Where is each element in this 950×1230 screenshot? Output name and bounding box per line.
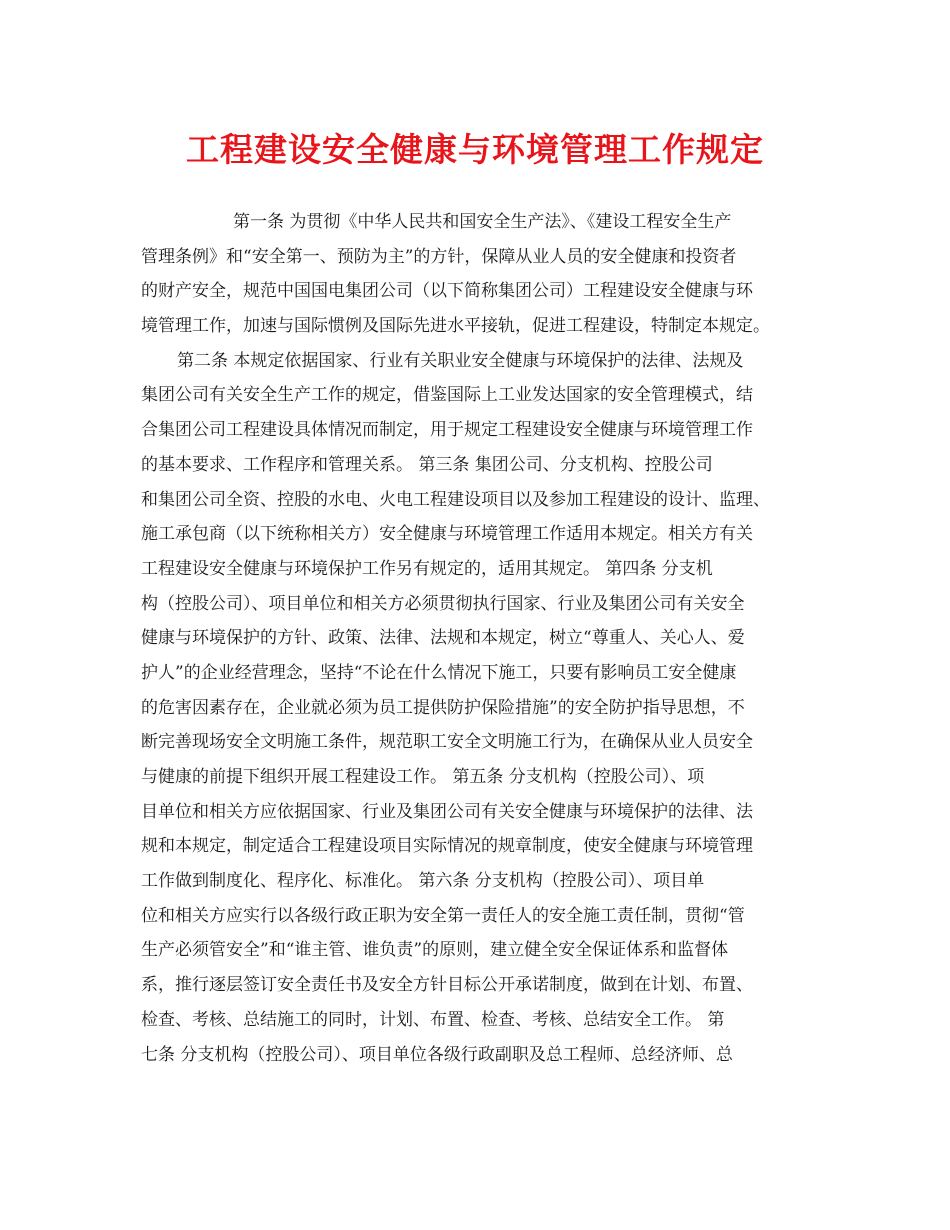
body-line: 生产必须管安全”和“谁主管、谁负责”的原则，建立健全安全保证体系和监督体 xyxy=(141,940,729,961)
body-line: 七条 分支机构（控股公司）、项目单位各级行政副职及总工程师、总经济师、总 xyxy=(141,1044,733,1065)
body-line: 护人”的企业经营理念，坚持“不论在什么情况下施工，只要有影响员工安全健康 xyxy=(141,662,737,683)
body-line: 规和本规定，制定适合工程建设项目实际情况的规章制度，使安全健康与环境管理 xyxy=(141,836,753,857)
body-line: 与健康的前提下组织开展工程建设工作。 第五条 分支机构（控股公司）、项 xyxy=(141,767,705,787)
document-body xyxy=(141,205,841,1072)
body-line: 的危害因素存在，企业就必须为员工提供防护保险措施”的安全防护指导思想，不 xyxy=(141,697,745,718)
body-line: 构（控股公司）、项目单位和相关方必须贯彻执行国家、行业及集团公司有关安全 xyxy=(141,593,745,614)
body-line: 管理条例》和“安全第一、预防为主”的方针，保障从业人员的安全健康和投资者 xyxy=(141,246,737,267)
body-line: 第二条 本规定依据国家、行业有关职业安全健康与环境保护的法律、法规及 xyxy=(177,350,744,371)
body-line: 集团公司有关安全生产工作的规定，借鉴国际上工业发达国家的安全管理模式，结 xyxy=(141,385,753,406)
body-line: 第一条 为贯彻《中华人民共和国安全生产法》、《建设工程安全生产 xyxy=(233,212,732,232)
body-line: 和集团公司全资、控股的水电、火电工程建设项目以及参加工程建设的设计、监理、 xyxy=(141,489,770,510)
body-line: 施工承包商（以下统称相关方）安全健康与环境管理工作适用本规定。相关方有关 xyxy=(141,524,753,545)
body-line: 目单位和相关方应依据国家、行业及集团公司有关安全健康与环境保护的法律、法 xyxy=(141,801,753,822)
body-line: 断完善现场安全文明施工条件，规范职工安全文明施工行为，在确保从业人员安全 xyxy=(141,732,753,753)
body-line: 的财产安全，规范中国国电集团公司（以下简称集团公司）工程建设安全健康与环 xyxy=(141,281,753,302)
body-line: 工作做到制度化、程序化、标准化。 第六条 分支机构（控股公司）、项目单 xyxy=(141,871,705,892)
body-line: 境管理工作，加速与国际惯例及国际先进水平接轨，促进工程建设，特制定本规定。 xyxy=(141,316,770,337)
body-line: 位和相关方应实行以各级行政正职为安全第一责任人的安全施工责任制，贯彻“管 xyxy=(141,905,745,926)
body-line: 健康与环境保护的方针、政策、法律、法规和本规定，树立“尊重人、关心人、爱 xyxy=(141,628,745,649)
body-line: 工程建设安全健康与环境保护工作另有规定的，适用其规定。 第四条 分支机 xyxy=(141,558,713,579)
body-line: 合集团公司工程建设具体情况而制定，用于规定工程建设安全健康与环境管理工作 xyxy=(141,420,753,441)
body-line: 检查、考核、总结施工的同时，计划、布置、检查、考核、总结安全工作。 第 xyxy=(141,1009,725,1030)
body-line: 系，推行逐层签订安全责任书及安全方针目标公开承诺制度，做到在计划、布置、 xyxy=(141,975,753,996)
body-line: 的基本要求、工作程序和管理关系。 第三条 集团公司、分支机构、控股公司 xyxy=(141,454,713,475)
document-title: 工程建设安全健康与环境管理工作规定 xyxy=(186,130,764,169)
